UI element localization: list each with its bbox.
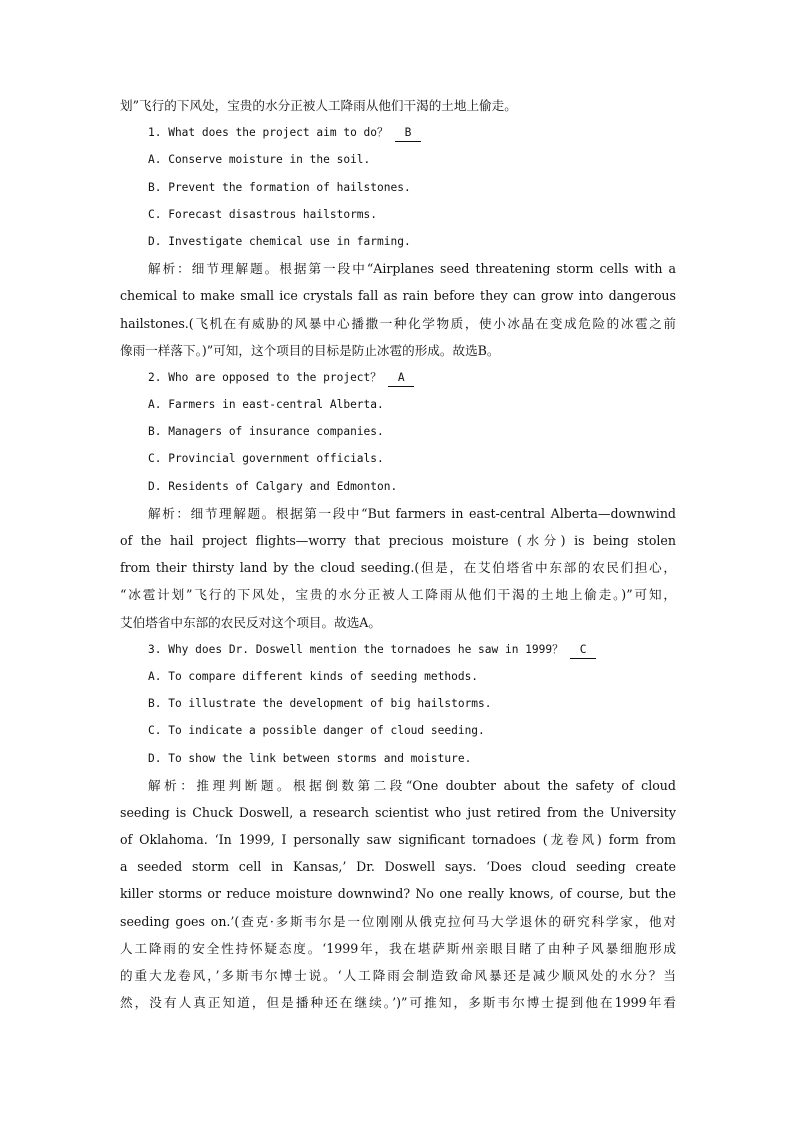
document-page [120,92,676,1016]
question-3 [120,636,676,663]
option-d: D. To show the link between storms and moisture. [148,751,472,765]
explanation-line: 人工降雨的安全性持怀疑态度。‘1999年，我在堪萨斯州亲眼目睹了由种子风暴细胞形成 [120,940,676,956]
answer-blank: B [395,125,421,142]
explanation-line: “冰雹计划”飞行的下风处，宝贵的水分正被人工降雨从他们干渴的土地上偷走。)”可知， [120,587,676,603]
option-a: A. Farmers in east-central Alberta. [148,398,384,412]
option-c: C. To indicate a possible danger of cloud seeding. [148,724,485,738]
explanation-line: 的重大龙卷风，’多斯韦尔博士说。‘人工降雨会制造致命风暴还是减少顺风处的水分？当 [120,968,676,983]
option-b: B. Managers of insurance companies. [148,425,384,439]
option-c: C. Provincial government officials. [148,452,384,466]
explanation-line: from their thirsty land by the cloud seeding.(但是，在艾伯塔省中东部的农民们担心， [120,560,676,576]
explanation-line: seeding is Chuck Doswell, a research scientist who just retired from the University [120,804,676,820]
question-text: 3. Why does Dr. Doswell mention the tornadoes he saw in 1999？ [148,642,564,656]
question-1 [120,119,676,146]
explanation-line: chemical to make small ice crystals fall as rain before they can grow into dangerous [120,288,676,304]
explanation-line: killer storms or reduce moisture downwind? No one really knows, of course, but the [120,886,676,902]
explanation-line: 像雨一样落下。)”可知，这个项目的目标是防止冰雹的形成。故选B。 [120,342,500,358]
explanation-line: 然，没有人真正知道，但是播种还在继续。’)”可推知，多斯韦尔博士提到他在1999年看 [120,995,676,1011]
question-2 [120,364,676,391]
question-text: 2. Who are opposed to the project？ [148,370,382,384]
option-a: A. To compare different kinds of seeding methods. [148,669,479,683]
option-d: D. Residents of Calgary and Edmonton. [148,479,398,493]
option-c: C. Forecast disastrous hailstorms. [148,207,378,221]
explanation-line: 艾伯塔省中东部的农民反对这个项目。故选A。 [120,614,381,630]
option-a: A. Conserve moisture in the soil. [148,153,371,167]
option-b: B. Prevent the formation of hailstones. [148,180,411,194]
text-line: 划”飞行的下风处，宝贵的水分正被人工降雨从他们干渴的土地上偷走。 [120,98,517,113]
explanation-line: of Oklahoma. ‘In 1999, I personally saw significant tornadoes (龙卷风) form from [120,832,676,848]
explanation-line: a seeded storm cell in Kansas,’ Dr. Doswell says. ‘Does cloud seeding create [120,859,676,875]
question-text: 1. What does the project aim to do？ [148,126,389,140]
explanation-line: hailstones.(飞机在有威胁的风暴中心播撒一种化学物质，使小冰晶在变成危险的冰雹之前 [120,315,676,331]
option-b: B. To illustrate the development of big hailstorms. [148,697,492,711]
option-d: D. Investigate chemical use in farming. [148,234,411,248]
explanation-line: seeding goes on.’(查克·多斯韦尔是一位刚刚从俄克拉何马大学退休的研究科学家，他对 [120,913,676,929]
answer-blank: C [570,642,596,659]
explanation-line: 解析：推理判断题。根据倒数第二段“One doubter about the safety of cloud [148,777,676,793]
explanation-line: of the hail project flights—worry that precious moisture (水分) is being stolen [120,533,676,548]
answer-blank: A [388,370,414,387]
explanation-line: 解析：细节理解题。根据第一段中“But farmers in east-central Alberta—downwind [148,505,676,521]
explanation-line: 解析：细节理解题。根据第一段中“Airplanes seed threatening storm cells with a [148,261,676,277]
